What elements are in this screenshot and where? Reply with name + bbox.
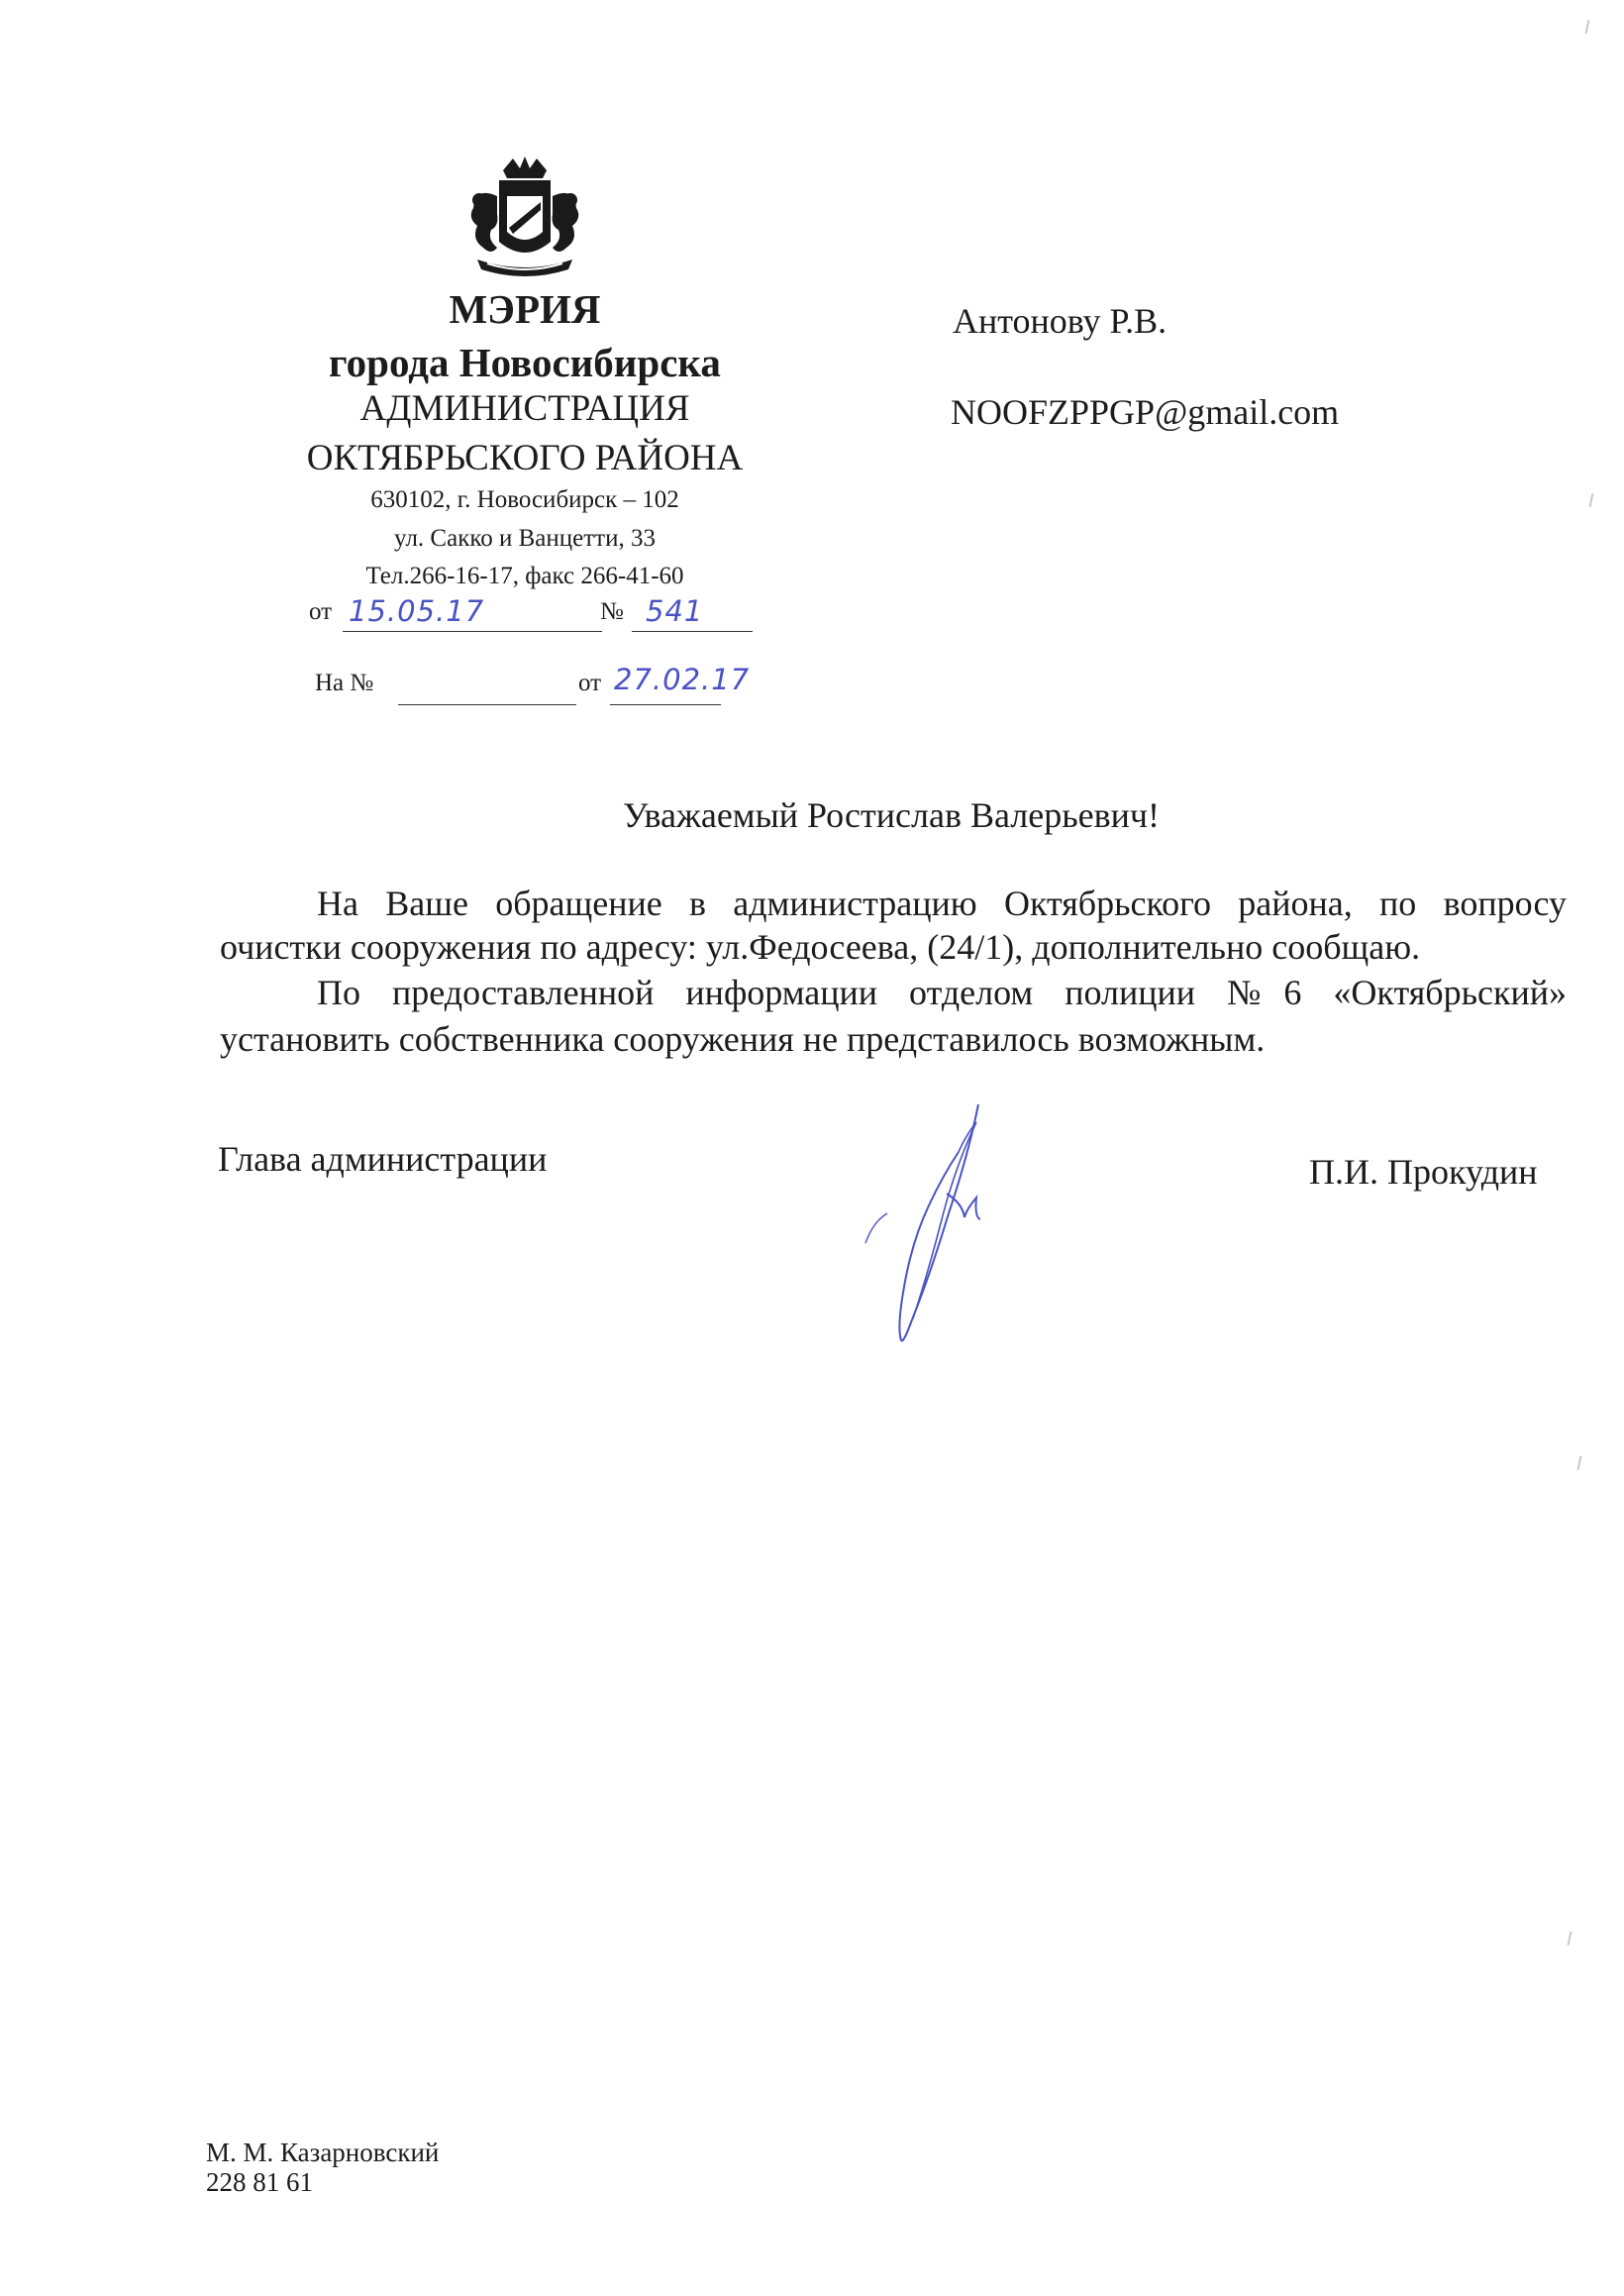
incoming-date-handwritten: 27.02.17 [614,663,751,696]
incoming-date-line [610,704,721,705]
scan-speck [1589,493,1594,507]
paragraph-1-line-2: очистки сооружения по адресу: ул.Федосеева, (24/1), дополнительно сообщаю. [220,927,1421,967]
executor-name: М. М. Казарновский [206,2138,440,2167]
district-title: ОКТЯБРЬСКОГО РАЙОНА [306,438,744,478]
coat-of-arms-emblem [457,157,592,285]
incoming-number-line [398,704,576,705]
recipient-email: NOOFZPPGP@gmail.com [951,392,1340,432]
outgoing-number-label: № [600,598,624,625]
administration-title: АДМИНИСТРАЦИЯ [359,388,690,429]
signatory-position: Глава администрации [218,1139,548,1179]
outgoing-number-handwritten: 541 [646,594,704,628]
scan-speck [1577,1456,1582,1470]
outgoing-number-line [632,631,753,632]
paragraph-2-line-2: установить собственника сооружения не представилось возможным. [220,1019,1266,1059]
incoming-date-label: от [578,670,602,696]
paragraph-1-line-1: На Ваше обращение в администрацию Октябрьского района, по вопросу [317,884,1567,923]
scan-speck [1568,1931,1573,1945]
outgoing-date-line [343,631,602,632]
paragraph-2-line-1: По предоставленной информации отделом полиции №6 «Октябрьский» [317,973,1567,1012]
salutation: Уважаемый Ростислав Валерьевич! [623,795,1160,835]
executor-phone: 228 81 61 [206,2167,313,2197]
handwritten-signature [852,1095,1000,1352]
signatory-name: П.И. Прокудин [1309,1152,1538,1192]
recipient-name: Антонову Р.В. [953,301,1167,341]
city-title: города Новосибирска [329,340,721,385]
street-line: ул. Сакко и Ванцетти, 33 [394,525,656,552]
mayoralty-title: МЭРИЯ [449,286,601,332]
outgoing-date-label: от [309,598,333,625]
incoming-number-label: На № [315,670,374,696]
phone-fax-line: Тел.266-16-17, факс 266-41-60 [365,563,684,589]
scan-speck [1585,20,1590,34]
outgoing-date-handwritten: 15.05.17 [349,594,485,628]
address-line: 630102, г. Новосибирск – 102 [370,486,679,513]
